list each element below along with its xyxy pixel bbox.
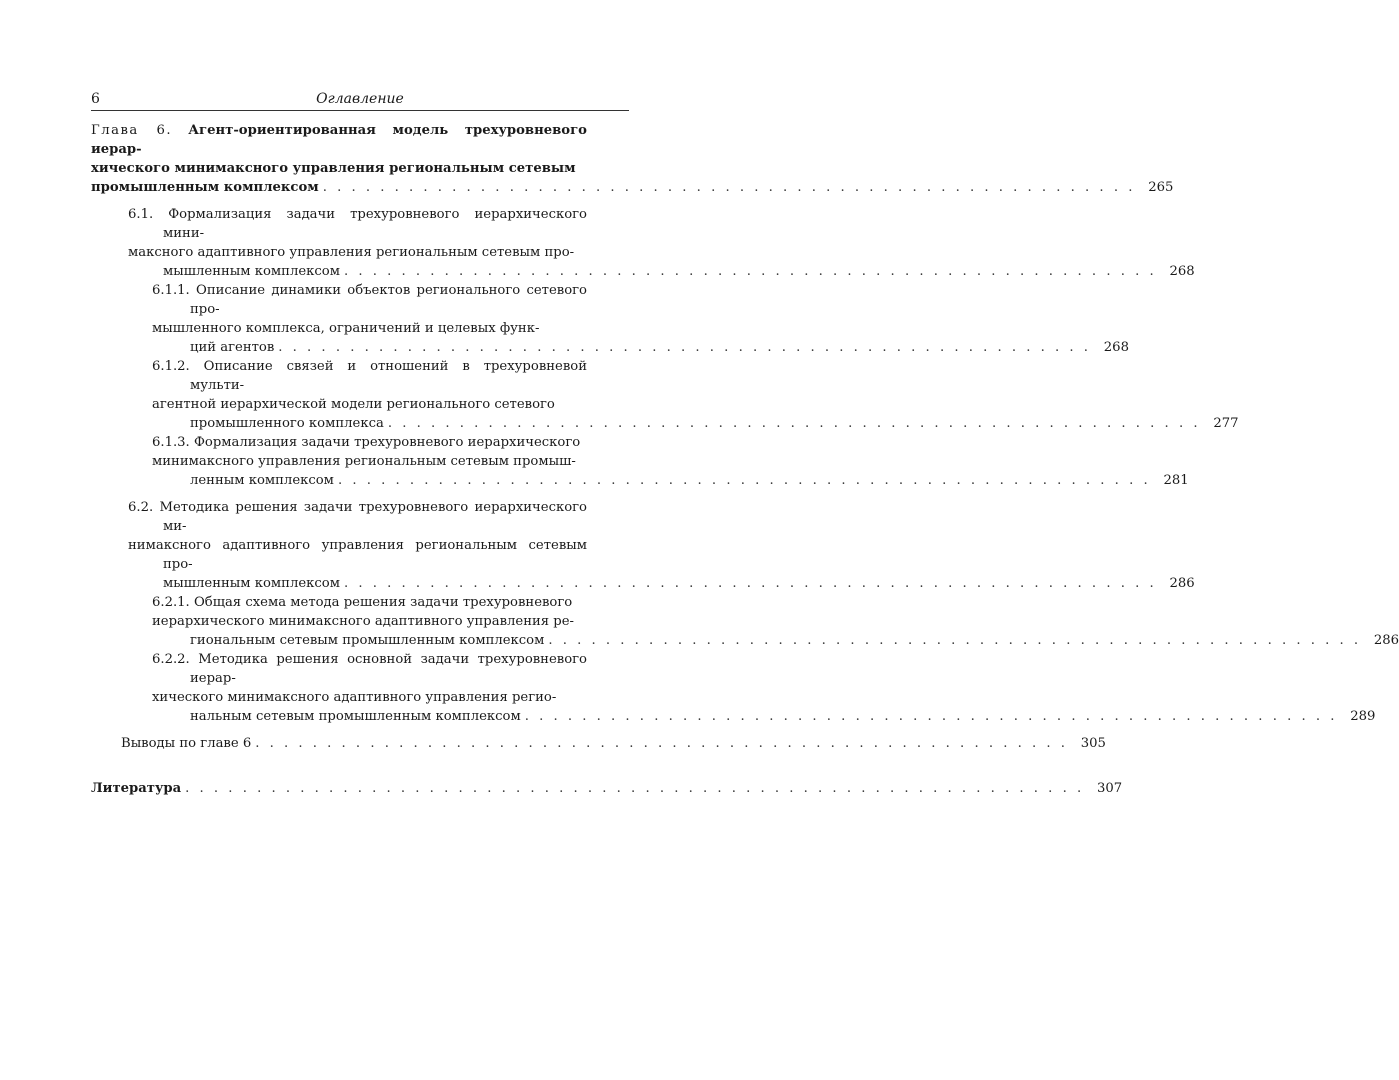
toc-entry-literature[interactable]	[91, 779, 1123, 798]
entry-line: мышленным комплексом	[163, 576, 340, 591]
dot-leader: . . . . . . . . . . . . . . . . . . . . . . . . . . . . . . . . . . . . . . . . . . . . . . . . . . . . . . . . .	[548, 633, 1362, 648]
page-ref: 277	[1213, 416, 1239, 431]
toc-entry-6-1-2[interactable]	[91, 357, 1239, 433]
dot-leader: . . . . . . . . . . . . . . . . . . . . . . . . . . . . . . . . . . . . . . . . . . . . . . . . . . . . . . . . .	[255, 736, 1068, 751]
entry-line: максного адаптивного управления региональным сетевым про-	[128, 245, 575, 260]
entry-line: Выводы по главе 6	[121, 736, 252, 751]
chapter-title-line: хического минимаксного управления региональным сетевым	[91, 161, 576, 176]
toc-entry-6-1-1[interactable]	[91, 281, 1129, 357]
page-ref: 289	[1350, 709, 1376, 724]
page-ref: 268	[1169, 264, 1195, 279]
chapter-prefix: Глава 6.	[91, 123, 173, 138]
chapter-title-line: промышленным комплексом	[91, 180, 319, 195]
toc-entry-6-1-3[interactable]	[91, 433, 1189, 490]
entry-line: Литература	[91, 781, 182, 796]
toc-entry-6-2-2[interactable]	[91, 650, 1376, 726]
chapter-title-line: Агент-ориентированная модель трехуровневого иерар-	[91, 123, 587, 157]
dot-leader: . . . . . . . . . . . . . . . . . . . . . . . . . . . . . . . . . . . . . . . . . . . . . . . . . . . . . . . . .	[322, 180, 1136, 195]
running-title: Оглавление	[316, 91, 404, 107]
dot-leader: . . . . . . . . . . . . . . . . . . . . . . . . . . . . . . . . . . . . . . . . . . . . . . . . . . . . . . . . .	[278, 340, 1091, 355]
entry-line: 6.1. Формализация задачи трехуровневого иерархического мини-	[128, 207, 587, 241]
page	[91, 88, 1399, 798]
entry-line: 6.2.2. Методика решения основной задачи трехуровневого иерар-	[152, 652, 587, 686]
entry-line: 6.1.1. Описание динамики объектов регионального сетевого про-	[152, 283, 587, 317]
entry-line: нальным сетевым промышленным комплексом	[190, 709, 521, 724]
entry-line: 6.2.1. Общая схема метода решения задачи трехуровневого	[152, 595, 573, 610]
entry-line: гиональным сетевым промышленным комплексом	[190, 633, 545, 648]
running-header	[91, 88, 629, 111]
entry-line: ций агентов	[190, 340, 275, 355]
toc-entry-6-2[interactable]	[91, 498, 1195, 593]
entry-line: 6.1.3. Формализация задачи трехуровневого иерархического	[152, 435, 581, 450]
toc-entry-chapter-6[interactable]	[91, 121, 1174, 197]
entry-line: иерархического минимаксного адаптивного управления ре-	[152, 614, 575, 629]
entry-line: ленным комплексом	[190, 473, 334, 488]
page-ref: 305	[1080, 736, 1106, 751]
entry-line: мышленного комплекса, ограничений и целевых функ-	[152, 321, 540, 336]
page-ref: 281	[1163, 473, 1189, 488]
dot-leader: . . . . . . . . . . . . . . . . . . . . . . . . . . . . . . . . . . . . . . . . . . . . . . . . . . . . . . . . .	[524, 709, 1338, 724]
page-ref: 265	[1148, 180, 1174, 195]
entry-line: мышленным комплексом	[163, 264, 340, 279]
entry-line: хического минимаксного адаптивного управления регио-	[152, 690, 557, 705]
dot-leader: . . . . . . . . . . . . . . . . . . . . . . . . . . . . . . . . . . . . . . . . . . . . . . . . . . . . . . . . .	[387, 416, 1201, 431]
page-number: 6	[91, 91, 100, 107]
page-ref: 286	[1373, 633, 1399, 648]
entry-line: нимаксного адаптивного управления региональным сетевым про-	[128, 538, 587, 572]
entry-line: 6.2. Методика решения задачи трехуровневого иерархического ми-	[128, 500, 587, 534]
toc-entry-conclusions[interactable]	[91, 734, 1106, 753]
entry-line: минимаксного управления региональным сетевым промыш-	[152, 454, 576, 469]
entry-line: 6.1.2. Описание связей и отношений в трехуровневой мульти-	[152, 359, 587, 393]
page-ref: 268	[1103, 340, 1129, 355]
toc-entry-6-1[interactable]	[91, 205, 1195, 281]
entry-line: агентной иерархической модели регионального сетевого	[152, 397, 555, 412]
dot-leader: . . . . . . . . . . . . . . . . . . . . . . . . . . . . . . . . . . . . . . . . . . . . . . . . . . . . . . . . .	[337, 473, 1151, 488]
page-ref: 307	[1096, 781, 1123, 796]
entry-line: промышленного комплекса	[190, 416, 384, 431]
dot-leader: . . . . . . . . . . . . . . . . . . . . . . . . . . . . . . . . . . . . . . . . . . . . . . . . . . . . . . . . .	[343, 264, 1157, 279]
page-ref: 286	[1169, 576, 1195, 591]
dot-leader: . . . . . . . . . . . . . . . . . . . . . . . . . . . . . . . . . . . . . . . . . . . . . . . . . . . . . . . . . . . . . . .	[185, 781, 1085, 796]
dot-leader: . . . . . . . . . . . . . . . . . . . . . . . . . . . . . . . . . . . . . . . . . . . . . . . . . . . . . . . . .	[343, 576, 1157, 591]
toc-entry-6-2-1[interactable]	[91, 593, 1399, 650]
table-of-contents	[91, 121, 1399, 798]
